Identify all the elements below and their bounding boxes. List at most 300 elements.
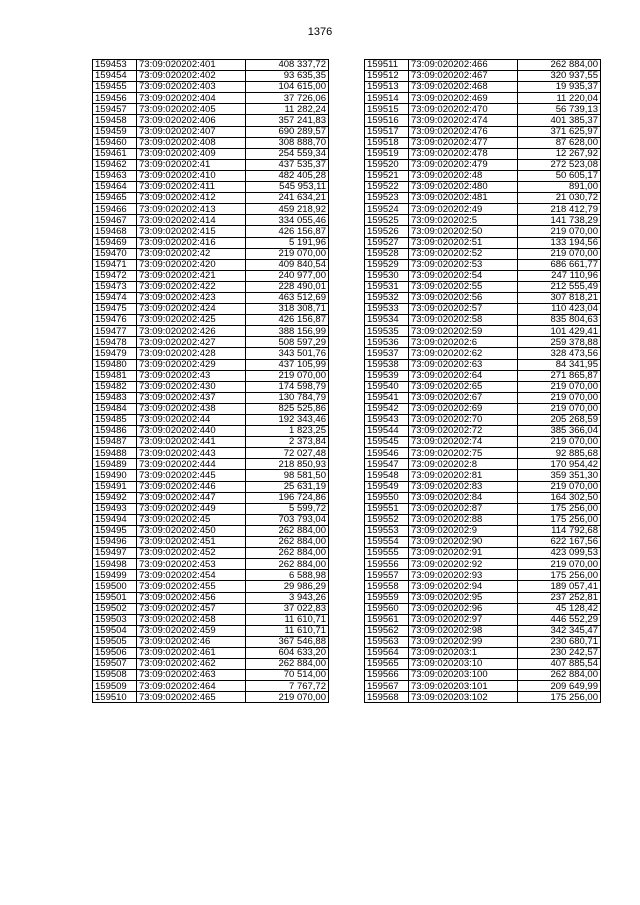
cadastral-number-cell: 73:09:020202:62 xyxy=(409,348,518,359)
cadastral-number-cell: 73:09:020202:479 xyxy=(409,159,518,170)
cadastral-number-cell: 73:09:020202:81 xyxy=(409,470,518,481)
table-row xyxy=(365,93,601,104)
value-cell: 141 738,29 xyxy=(518,215,601,226)
table-row xyxy=(365,326,601,337)
value-cell: 459 218,92 xyxy=(246,204,329,215)
table-row xyxy=(93,248,329,259)
cadastral-number-cell: 73:09:020202:427 xyxy=(137,337,246,348)
table-row xyxy=(93,537,329,548)
row-number-cell: 159508 xyxy=(93,670,137,681)
cadastral-number-cell: 73:09:020202:403 xyxy=(137,82,246,93)
value-cell: 218 412,79 xyxy=(518,204,601,215)
value-cell: 174 598,79 xyxy=(246,381,329,392)
table-row xyxy=(93,215,329,226)
value-cell: 262 884,00 xyxy=(518,670,601,681)
cadastral-number-cell: 73:09:020202:405 xyxy=(137,104,246,115)
cadastral-number-cell: 73:09:020202:470 xyxy=(409,104,518,115)
table-row xyxy=(365,226,601,237)
table-row xyxy=(365,292,601,303)
cadastral-number-cell: 73:09:020202:458 xyxy=(137,614,246,625)
row-number-cell: 159566 xyxy=(365,670,409,681)
row-number-cell: 159538 xyxy=(365,359,409,370)
row-number-cell: 159555 xyxy=(365,548,409,559)
cadastral-number-cell: 73:09:020202:48 xyxy=(409,170,518,181)
table-row xyxy=(93,614,329,625)
row-number-cell: 159521 xyxy=(365,170,409,181)
row-number-cell: 159460 xyxy=(93,137,137,148)
table-row xyxy=(93,659,329,670)
row-number-cell: 159526 xyxy=(365,226,409,237)
table-row xyxy=(93,315,329,326)
row-number-cell: 159461 xyxy=(93,148,137,159)
row-number-cell: 159563 xyxy=(365,636,409,647)
row-number-cell: 159487 xyxy=(93,437,137,448)
cadastral-number-cell: 73:09:020202:46 xyxy=(137,636,246,647)
value-cell: 254 559,34 xyxy=(246,148,329,159)
value-cell: 219 070,00 xyxy=(246,248,329,259)
table-row xyxy=(365,304,601,315)
table-row xyxy=(365,670,601,681)
cadastral-number-cell: 73:09:020202:462 xyxy=(137,659,246,670)
value-cell: 247 110,96 xyxy=(518,270,601,281)
value-cell: 230 680,71 xyxy=(518,636,601,647)
table-row xyxy=(93,459,329,470)
row-number-cell: 159529 xyxy=(365,259,409,270)
value-cell: 11 610,71 xyxy=(246,625,329,636)
row-number-cell: 159527 xyxy=(365,237,409,248)
value-cell: 228 490,01 xyxy=(246,281,329,292)
table-row xyxy=(365,381,601,392)
cadastral-number-cell: 73:09:020202:428 xyxy=(137,348,246,359)
value-cell: 463 512,69 xyxy=(246,292,329,303)
value-cell: 423 099,53 xyxy=(518,548,601,559)
cadastral-table-right xyxy=(364,59,601,703)
cadastral-number-cell: 73:09:020202:463 xyxy=(137,670,246,681)
table-row xyxy=(93,270,329,281)
row-number-cell: 159509 xyxy=(93,681,137,692)
value-cell: 835 804,63 xyxy=(518,315,601,326)
value-cell: 110 423,04 xyxy=(518,304,601,315)
page-number: 1376 xyxy=(307,26,333,38)
value-cell: 50 605,17 xyxy=(518,170,601,181)
table-row xyxy=(365,570,601,581)
row-number-cell: 159531 xyxy=(365,281,409,292)
value-cell: 130 784,79 xyxy=(246,392,329,403)
value-cell: 170 954,42 xyxy=(518,459,601,470)
value-cell: 19 935,37 xyxy=(518,82,601,93)
row-number-cell: 159491 xyxy=(93,481,137,492)
table-row xyxy=(365,403,601,414)
value-cell: 84 341,95 xyxy=(518,359,601,370)
value-cell: 25 631,19 xyxy=(246,481,329,492)
row-number-cell: 159464 xyxy=(93,182,137,193)
value-cell: 218 850,93 xyxy=(246,459,329,470)
row-number-cell: 159523 xyxy=(365,193,409,204)
value-cell: 192 343,46 xyxy=(246,415,329,426)
table-row xyxy=(365,459,601,470)
value-cell: 262 884,00 xyxy=(518,60,601,71)
value-cell: 219 070,00 xyxy=(518,481,601,492)
cadastral-number-cell: 73:09:020202:457 xyxy=(137,603,246,614)
value-cell: 7 767,72 xyxy=(246,681,329,692)
value-cell: 114 792,68 xyxy=(518,525,601,536)
row-number-cell: 159553 xyxy=(365,525,409,536)
row-number-cell: 159550 xyxy=(365,492,409,503)
table-row xyxy=(93,548,329,559)
cadastral-number-cell: 73:09:020202:92 xyxy=(409,559,518,570)
value-cell: 426 156,87 xyxy=(246,226,329,237)
table-row xyxy=(93,481,329,492)
cadastral-number-cell: 73:09:020202:420 xyxy=(137,259,246,270)
row-number-cell: 159470 xyxy=(93,248,137,259)
value-cell: 101 429,41 xyxy=(518,326,601,337)
row-number-cell: 159484 xyxy=(93,403,137,414)
cadastral-number-cell: 73:09:020202:83 xyxy=(409,481,518,492)
row-number-cell: 159519 xyxy=(365,148,409,159)
row-number-cell: 159478 xyxy=(93,337,137,348)
row-number-cell: 159558 xyxy=(365,581,409,592)
value-cell: 93 635,35 xyxy=(246,71,329,82)
row-number-cell: 159476 xyxy=(93,315,137,326)
value-cell: 318 308,71 xyxy=(246,304,329,315)
cadastral-number-cell: 73:09:020202:452 xyxy=(137,548,246,559)
table-row xyxy=(365,559,601,570)
row-number-cell: 159522 xyxy=(365,182,409,193)
row-number-cell: 159489 xyxy=(93,459,137,470)
row-number-cell: 159506 xyxy=(93,647,137,658)
table-row xyxy=(365,448,601,459)
value-cell: 367 546,88 xyxy=(246,636,329,647)
value-cell: 545 953,11 xyxy=(246,182,329,193)
cadastral-number-cell: 73:09:020202:425 xyxy=(137,315,246,326)
table-row xyxy=(93,348,329,359)
table-row xyxy=(93,470,329,481)
cadastral-number-cell: 73:09:020202:466 xyxy=(409,60,518,71)
cadastral-number-cell: 73:09:020202:52 xyxy=(409,248,518,259)
cadastral-number-cell: 73:09:020202:461 xyxy=(137,647,246,658)
row-number-cell: 159495 xyxy=(93,525,137,536)
cadastral-number-cell: 73:09:020202:441 xyxy=(137,437,246,448)
row-number-cell: 159517 xyxy=(365,126,409,137)
table-row xyxy=(365,581,601,592)
value-cell: 219 070,00 xyxy=(518,437,601,448)
table-row xyxy=(365,647,601,658)
table-row xyxy=(93,60,329,71)
table-row xyxy=(365,148,601,159)
cadastral-number-cell: 73:09:020203:100 xyxy=(409,670,518,681)
value-cell: 371 625,97 xyxy=(518,126,601,137)
table-row xyxy=(93,403,329,414)
cadastral-number-cell: 73:09:020202:459 xyxy=(137,625,246,636)
value-cell: 37 726,06 xyxy=(246,93,329,104)
row-number-cell: 159513 xyxy=(365,82,409,93)
row-number-cell: 159542 xyxy=(365,403,409,414)
value-cell: 37 022,83 xyxy=(246,603,329,614)
cadastral-number-cell: 73:09:020202:454 xyxy=(137,570,246,581)
row-number-cell: 159515 xyxy=(365,104,409,115)
row-number-cell: 159488 xyxy=(93,448,137,459)
cadastral-number-cell: 73:09:020202:88 xyxy=(409,514,518,525)
row-number-cell: 159504 xyxy=(93,625,137,636)
row-number-cell: 159457 xyxy=(93,104,137,115)
cadastral-number-cell: 73:09:020202:424 xyxy=(137,304,246,315)
cadastral-number-cell: 73:09:020203:101 xyxy=(409,681,518,692)
value-cell: 5 599,72 xyxy=(246,503,329,514)
row-number-cell: 159548 xyxy=(365,470,409,481)
value-cell: 5 191,96 xyxy=(246,237,329,248)
row-number-cell: 159510 xyxy=(93,692,137,703)
value-cell: 133 194,56 xyxy=(518,237,601,248)
value-cell: 92 885,68 xyxy=(518,448,601,459)
table-row xyxy=(365,204,601,215)
cadastral-number-cell: 73:09:020202:453 xyxy=(137,559,246,570)
row-number-cell: 159561 xyxy=(365,614,409,625)
table-row xyxy=(93,326,329,337)
row-number-cell: 159453 xyxy=(93,60,137,71)
value-cell: 164 302,50 xyxy=(518,492,601,503)
cadastral-number-cell: 73:09:020202:477 xyxy=(409,137,518,148)
table-row xyxy=(93,126,329,137)
row-number-cell: 159543 xyxy=(365,415,409,426)
table-row xyxy=(93,559,329,570)
value-cell: 359 351,30 xyxy=(518,470,601,481)
value-cell: 219 070,00 xyxy=(246,370,329,381)
row-number-cell: 159479 xyxy=(93,348,137,359)
table-row xyxy=(365,636,601,647)
table-row xyxy=(93,681,329,692)
cadastral-number-cell: 73:09:020202:440 xyxy=(137,426,246,437)
row-number-cell: 159473 xyxy=(93,281,137,292)
cadastral-number-cell: 73:09:020202:55 xyxy=(409,281,518,292)
value-cell: 703 793,04 xyxy=(246,514,329,525)
cadastral-number-cell: 73:09:020202:430 xyxy=(137,381,246,392)
table-row xyxy=(365,170,601,181)
table-row xyxy=(93,182,329,193)
table-row xyxy=(93,170,329,181)
row-number-cell: 159514 xyxy=(365,93,409,104)
row-number-cell: 159493 xyxy=(93,503,137,514)
value-cell: 219 070,00 xyxy=(518,381,601,392)
row-number-cell: 159498 xyxy=(93,559,137,570)
row-number-cell: 159552 xyxy=(365,514,409,525)
row-number-cell: 159568 xyxy=(365,692,409,703)
cadastral-number-cell: 73:09:020202:8 xyxy=(409,459,518,470)
value-cell: 357 241,83 xyxy=(246,115,329,126)
cadastral-number-cell: 73:09:020202:84 xyxy=(409,492,518,503)
table-row xyxy=(365,60,601,71)
cadastral-number-cell: 73:09:020202:90 xyxy=(409,537,518,548)
table-row xyxy=(365,71,601,82)
cadastral-number-cell: 73:09:020202:49 xyxy=(409,204,518,215)
cadastral-number-cell: 73:09:020203:102 xyxy=(409,692,518,703)
cadastral-number-cell: 73:09:020202:404 xyxy=(137,93,246,104)
table-row xyxy=(93,337,329,348)
row-number-cell: 159481 xyxy=(93,370,137,381)
row-number-cell: 159518 xyxy=(365,137,409,148)
cadastral-number-cell: 73:09:020202:416 xyxy=(137,237,246,248)
table-row xyxy=(93,592,329,603)
row-number-cell: 159456 xyxy=(93,93,137,104)
value-cell: 385 366,04 xyxy=(518,426,601,437)
value-cell: 11 610,71 xyxy=(246,614,329,625)
value-cell: 209 649,99 xyxy=(518,681,601,692)
value-cell: 320 937,55 xyxy=(518,71,601,82)
row-number-cell: 159497 xyxy=(93,548,137,559)
row-number-cell: 159520 xyxy=(365,159,409,170)
table-row xyxy=(365,370,601,381)
cadastral-number-cell: 73:09:020202:411 xyxy=(137,182,246,193)
cadastral-number-cell: 73:09:020202:59 xyxy=(409,326,518,337)
cadastral-number-cell: 73:09:020202:44 xyxy=(137,415,246,426)
value-cell: 87 628,00 xyxy=(518,137,601,148)
cadastral-number-cell: 73:09:020202:57 xyxy=(409,304,518,315)
table-row xyxy=(93,259,329,270)
row-number-cell: 159530 xyxy=(365,270,409,281)
row-number-cell: 159551 xyxy=(365,503,409,514)
row-number-cell: 159567 xyxy=(365,681,409,692)
cadastral-number-cell: 73:09:020202:412 xyxy=(137,193,246,204)
value-cell: 437 105,99 xyxy=(246,359,329,370)
table-row xyxy=(365,337,601,348)
value-cell: 446 552,29 xyxy=(518,614,601,625)
value-cell: 219 070,00 xyxy=(518,226,601,237)
row-number-cell: 159492 xyxy=(93,492,137,503)
value-cell: 104 615,00 xyxy=(246,82,329,93)
row-number-cell: 159475 xyxy=(93,304,137,315)
table-row xyxy=(365,681,601,692)
row-number-cell: 159535 xyxy=(365,326,409,337)
value-cell: 219 070,00 xyxy=(518,392,601,403)
value-cell: 408 337,72 xyxy=(246,60,329,71)
cadastral-number-cell: 73:09:020202:426 xyxy=(137,326,246,337)
table-row xyxy=(93,636,329,647)
row-number-cell: 159524 xyxy=(365,204,409,215)
table-row xyxy=(365,514,601,525)
row-number-cell: 159494 xyxy=(93,514,137,525)
table-row xyxy=(93,503,329,514)
value-cell: 29 986,29 xyxy=(246,581,329,592)
row-number-cell: 159454 xyxy=(93,71,137,82)
table-row xyxy=(365,492,601,503)
cadastral-number-cell: 73:09:020202:67 xyxy=(409,392,518,403)
table-row xyxy=(365,315,601,326)
cadastral-number-cell: 73:09:020202:54 xyxy=(409,270,518,281)
value-cell: 12 267,92 xyxy=(518,148,601,159)
table-row xyxy=(365,537,601,548)
row-number-cell: 159467 xyxy=(93,215,137,226)
cadastral-number-cell: 73:09:020202:447 xyxy=(137,492,246,503)
cadastral-number-cell: 73:09:020202:467 xyxy=(409,71,518,82)
table-row xyxy=(365,415,601,426)
value-cell: 21 030,72 xyxy=(518,193,601,204)
cadastral-number-cell: 73:09:020202:429 xyxy=(137,359,246,370)
value-cell: 72 027,48 xyxy=(246,448,329,459)
row-number-cell: 159565 xyxy=(365,659,409,670)
table-row xyxy=(365,82,601,93)
value-cell: 334 055,46 xyxy=(246,215,329,226)
row-number-cell: 159505 xyxy=(93,636,137,647)
value-cell: 219 070,00 xyxy=(518,559,601,570)
value-cell: 98 581,50 xyxy=(246,470,329,481)
value-cell: 343 501,76 xyxy=(246,348,329,359)
table-row xyxy=(93,437,329,448)
row-number-cell: 159485 xyxy=(93,415,137,426)
row-number-cell: 159462 xyxy=(93,159,137,170)
table-row xyxy=(93,148,329,159)
value-cell: 175 256,00 xyxy=(518,503,601,514)
cadastral-number-cell: 73:09:020202:91 xyxy=(409,548,518,559)
table-row xyxy=(93,392,329,403)
table-row xyxy=(365,215,601,226)
row-number-cell: 159482 xyxy=(93,381,137,392)
value-cell: 307 818,21 xyxy=(518,292,601,303)
table-row xyxy=(93,159,329,170)
row-number-cell: 159469 xyxy=(93,237,137,248)
table-row xyxy=(365,270,601,281)
table-row xyxy=(365,193,601,204)
value-cell: 271 865,87 xyxy=(518,370,601,381)
row-number-cell: 159502 xyxy=(93,603,137,614)
cadastral-number-cell: 73:09:020202:74 xyxy=(409,437,518,448)
value-cell: 622 167,56 xyxy=(518,537,601,548)
table-row xyxy=(93,193,329,204)
value-cell: 262 884,00 xyxy=(246,548,329,559)
row-number-cell: 159554 xyxy=(365,537,409,548)
table-row xyxy=(93,448,329,459)
value-cell: 219 070,00 xyxy=(518,403,601,414)
cadastral-number-cell: 73:09:020202:50 xyxy=(409,226,518,237)
table-row xyxy=(93,137,329,148)
cadastral-number-cell: 73:09:020202:449 xyxy=(137,503,246,514)
value-cell: 70 514,00 xyxy=(246,670,329,681)
cadastral-number-cell: 73:09:020202:445 xyxy=(137,470,246,481)
cadastral-number-cell: 73:09:020202:406 xyxy=(137,115,246,126)
row-number-cell: 159471 xyxy=(93,259,137,270)
table-row xyxy=(93,304,329,315)
cadastral-number-cell: 73:09:020202:97 xyxy=(409,614,518,625)
table-row xyxy=(93,647,329,658)
cadastral-number-cell: 73:09:020202:413 xyxy=(137,204,246,215)
value-cell: 825 525,86 xyxy=(246,403,329,414)
row-number-cell: 159546 xyxy=(365,448,409,459)
table-row xyxy=(365,548,601,559)
table-row xyxy=(93,570,329,581)
cadastral-number-cell: 73:09:020202:53 xyxy=(409,259,518,270)
row-number-cell: 159516 xyxy=(365,115,409,126)
value-cell: 604 633,20 xyxy=(246,647,329,658)
cadastral-number-cell: 73:09:020202:401 xyxy=(137,60,246,71)
value-cell: 401 385,37 xyxy=(518,115,601,126)
table-row xyxy=(365,281,601,292)
table-row xyxy=(365,525,601,536)
cadastral-number-cell: 73:09:020202:6 xyxy=(409,337,518,348)
table-row xyxy=(93,525,329,536)
cadastral-number-cell: 73:09:020202:95 xyxy=(409,592,518,603)
value-cell: 241 634,21 xyxy=(246,193,329,204)
value-cell: 262 884,00 xyxy=(246,525,329,536)
table-row xyxy=(365,426,601,437)
value-cell: 175 256,00 xyxy=(518,570,601,581)
cadastral-number-cell: 73:09:020202:410 xyxy=(137,170,246,181)
cadastral-number-cell: 73:09:020202:87 xyxy=(409,503,518,514)
cadastral-number-cell: 73:09:020202:99 xyxy=(409,636,518,647)
value-cell: 212 555,49 xyxy=(518,281,601,292)
table-row xyxy=(93,514,329,525)
row-number-cell: 159562 xyxy=(365,625,409,636)
cadastral-number-cell: 73:09:020202:64 xyxy=(409,370,518,381)
cadastral-number-cell: 73:09:020202:481 xyxy=(409,193,518,204)
cadastral-number-cell: 73:09:020202:408 xyxy=(137,137,246,148)
